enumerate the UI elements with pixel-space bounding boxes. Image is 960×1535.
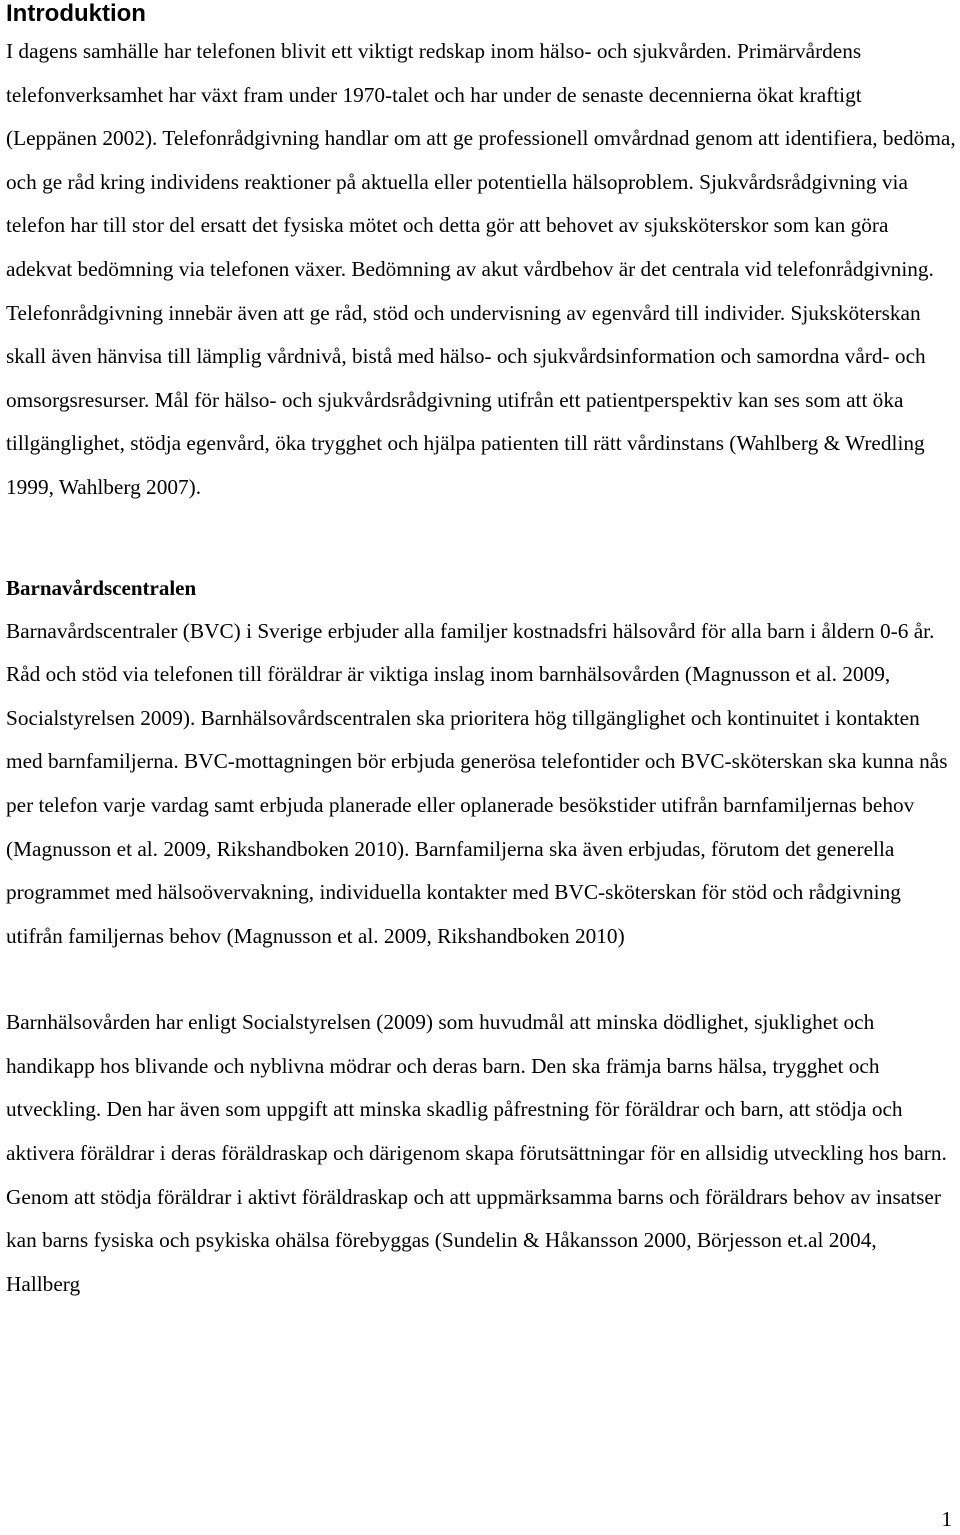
section-heading-barnavardscentralen: Barnavårdscentralen: [6, 575, 197, 600]
section-heading-introduktion: Introduktion: [6, 0, 146, 27]
section-spacer: [6, 510, 956, 566]
paragraph-spacer: [6, 958, 956, 1001]
paragraph-introduktion: I dagens samhälle har telefonen blivit ett viktigt redskap inom hälso- och sjukvården. Primärvårdens telefonverksamhet har växt fram under 1970-talet och har under de senaste decennierna ökat kraftigt (Leppänen 2002). Telefonrådgivning handlar om att ge professionell omvårdnad genom att identifiera, bedöma, och ge råd kring individens reaktioner på aktuella eller potentiella hälsoproblem. Sjukvårdsrådgivning via telefon har till stor del ersatt det fysiska mötet och detta gör att behovet av sjuksköterskor som kan göra adekvat bedömning via telefonen växer. Bedömning av akut vårdbehov är det centrala vid telefonrådgivning. Telefonrådgivning innebär även att ge råd, stöd och undervisning av egenvård till individer. Sjuksköterskan skall även hänvisa till lämplig vårdnivå, bistå med hälso- och sjukvårdsinformation och samordna vård- och omsorgsresurser. Mål för hälso- och sjukvårdsrådgivning utifrån ett patientperspektiv kan ses som att öka tillgänglighet, stödja egenvård, öka trygghet och hjälpa patienten till rätt vårdinstans (Wahlberg & Wredling 1999, Wahlberg 2007).: [6, 39, 956, 499]
paragraph-bvc-1: Barnavårdscentraler (BVC) i Sverige erbjuder alla familjer kostnadsfri hälsovård för alla barn i åldern 0-6 år. Råd och stöd via telefonen till föräldrar är viktiga inslag inom barnhälsovården (Magnusson et al. 2009, Socialstyrelsen 2009). Barnhälsovårdscentralen ska prioritera hög tillgänglighet och kontinuitet i kontakten med barnfamiljerna. BVC-mottagningen bör erbjuda generösa telefontider och BVC-sköterskan ska kunna nås per telefon varje vardag samt erbjuda planerade eller oplanerade besökstider utifrån barnfamiljernas behov (Magnusson et al. 2009, Rikshandboken 2010). Barnfamiljerna ska även erbjudas, förutom det generella programmet med hälsoövervakning, individuella kontakter med BVC-sköterskan för stöd och rådgivning utifrån familjernas behov (Magnusson et al. 2009, Rikshandboken 2010): [6, 618, 948, 948]
page-number: 1: [941, 1507, 952, 1531]
document-page: [6, 0, 956, 1306]
paragraph-bvc-2: Barnhälsovården har enligt Socialstyrelsen (2009) som huvudmål att minska dödlighet, sjuklighet och handikapp hos blivande och nyblivna mödrar och deras barn. Den ska främja barns hälsa, trygghet och utveckling. Den har även som uppgift att minska skadlig påfrestning för föräldrar och barn, att stödja och aktivera föräldrar i deras föräldraskap och därigenom skapa förutsättningar för en allsidig utveckling hos barn. Genom att stödja föräldrar i aktivt föräldraskap och att uppmärksamma barns och föräldrars behov av insatser kan barns fysiska och psykiska ohälsa förebyggas (Sundelin & Håkansson 2000, Börjesson et.al 2004, Hallberg: [6, 1010, 947, 1296]
